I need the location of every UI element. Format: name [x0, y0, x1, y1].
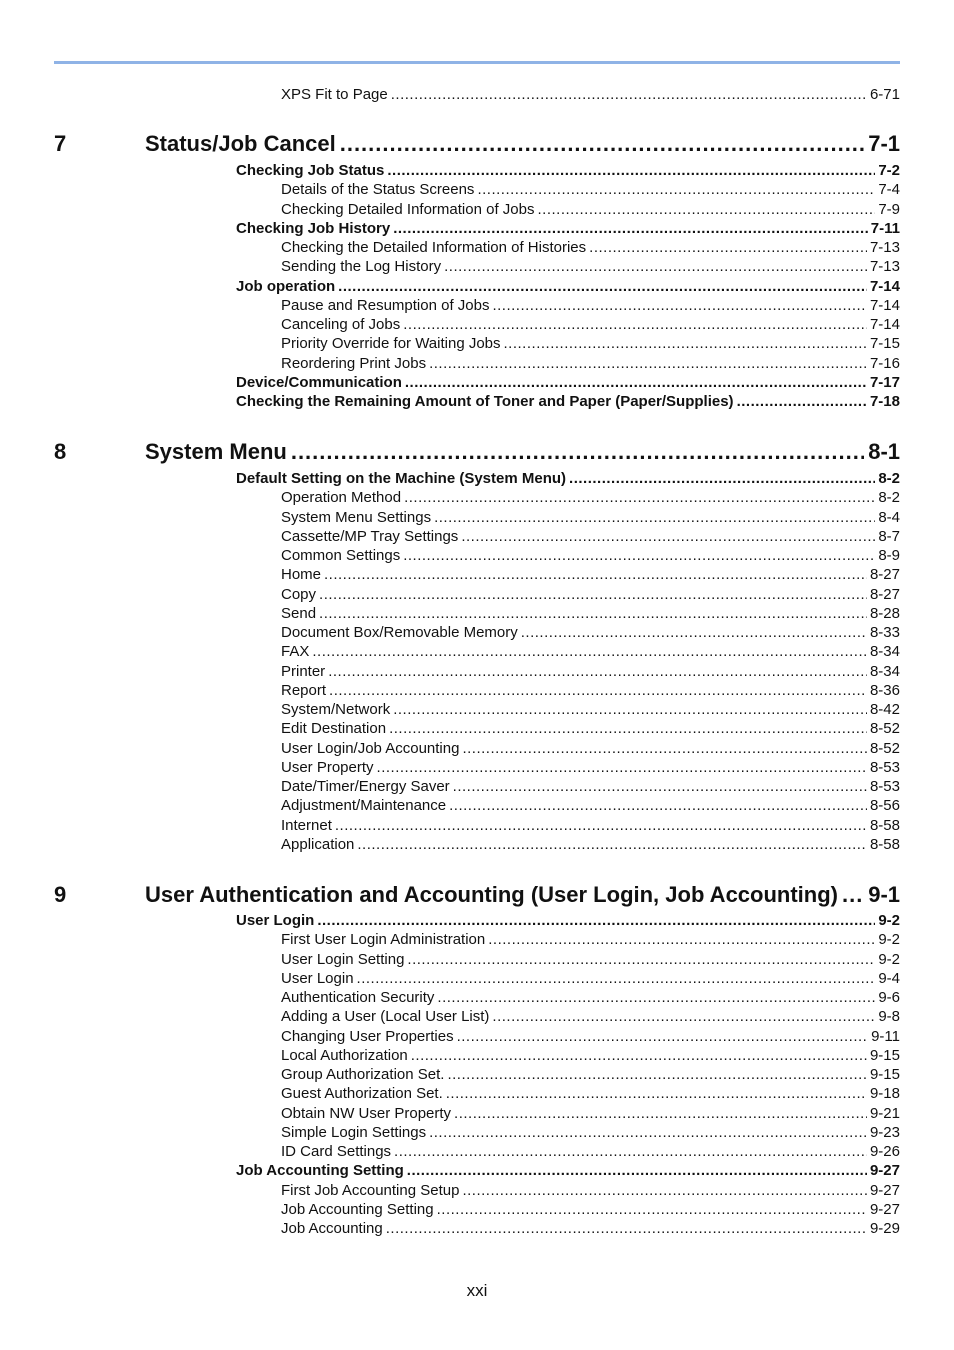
entry-title: User Login/Job Accounting: [281, 740, 460, 757]
entry-title: Common Settings: [281, 547, 401, 564]
entry-title: Checking Job Status: [236, 162, 385, 179]
toc-subentry[interactable]: [281, 624, 900, 641]
toc-subentry[interactable]: [281, 335, 900, 352]
dot-leader: [457, 1028, 868, 1045]
dot-leader: [521, 624, 867, 641]
toc-subentry[interactable]: [281, 258, 900, 275]
entry-page: 8-2: [878, 470, 900, 487]
entry-page: 7-13: [869, 239, 900, 256]
dot-leader: [404, 489, 875, 506]
toc-subentry[interactable]: [281, 740, 900, 757]
entry-title: Sending the Log History: [281, 258, 442, 275]
entry-page: 7-16: [869, 355, 900, 372]
toc-subentry[interactable]: [281, 605, 900, 622]
entry-title: Guest Authorization Set.: [281, 1085, 443, 1102]
toc-section-entry[interactable]: [236, 470, 900, 487]
chapter-heading[interactable]: [145, 439, 900, 465]
entry-title: Adjustment/Maintenance: [281, 797, 447, 814]
dot-leader: [319, 605, 867, 622]
entry-title: Document Box/Removable Memory: [281, 624, 518, 641]
entry-title: Job Accounting Setting: [281, 1201, 434, 1218]
entry-title: Obtain NW User Property: [281, 1105, 452, 1122]
entry-page: 9-27: [869, 1201, 900, 1218]
toc-section-entry[interactable]: [236, 1162, 900, 1179]
dot-leader: [462, 1182, 867, 1199]
dot-leader: [449, 797, 867, 814]
entry-title: Report: [281, 682, 327, 699]
entry-title: Copy: [281, 586, 317, 603]
entry-title: ID Card Settings: [281, 1143, 392, 1160]
toc-subentry[interactable]: [281, 201, 900, 218]
chapter-number: 7: [54, 131, 67, 156]
toc-subentry[interactable]: [281, 297, 900, 314]
toc-section-entry[interactable]: [236, 393, 900, 410]
toc-subentry[interactable]: [281, 566, 900, 583]
entry-title: Checking the Detailed Information of Histories: [281, 239, 587, 256]
entry-title: Application: [281, 836, 355, 853]
dot-leader: [319, 586, 867, 603]
entry-title: XPS Fit to Page: [281, 86, 388, 103]
toc-subentry[interactable]: [281, 759, 900, 776]
entry-page: 7-13: [869, 258, 900, 275]
entry-page: 9-4: [878, 970, 900, 987]
entry-title: Default Setting on the Machine (System Menu): [236, 470, 567, 487]
dot-leader: [335, 817, 867, 834]
toc-subentry[interactable]: [281, 663, 900, 680]
entry-title: Priority Override for Waiting Jobs: [281, 335, 501, 352]
toc-subentry[interactable]: [281, 489, 900, 506]
toc-subentry[interactable]: [281, 181, 900, 198]
toc-subentry[interactable]: [281, 1028, 900, 1045]
chapter-heading[interactable]: [145, 882, 900, 908]
entry-page: 7-17: [869, 374, 900, 391]
entry-page: 8-53: [869, 759, 900, 776]
entry-title: Operation Method: [281, 489, 402, 506]
dot-leader: [407, 951, 875, 968]
entry-title: Edit Destination: [281, 720, 387, 737]
toc-entry-xps-fit-to-page[interactable]: [281, 86, 900, 103]
entry-title: Internet: [281, 817, 332, 834]
entry-page: 7-15: [869, 335, 900, 352]
dot-leader: [477, 181, 875, 198]
entry-title: Checking Job History: [236, 220, 391, 237]
entry-page: 7-18: [869, 393, 900, 410]
dot-leader: [429, 355, 867, 372]
toc-subentry[interactable]: [281, 778, 900, 795]
dot-leader: [462, 740, 867, 757]
entry-page: 7-14: [869, 278, 900, 295]
dot-leader: [393, 701, 867, 718]
entry-page: 8-52: [869, 720, 900, 737]
toc-subentry[interactable]: [281, 701, 900, 718]
toc-section-entry[interactable]: [236, 220, 900, 237]
chapter-title: Status/Job Cancel: [145, 131, 336, 156]
toc-subentry[interactable]: [281, 355, 900, 372]
entry-page: 8-56: [869, 797, 900, 814]
entry-page: 8-27: [869, 586, 900, 603]
dot-leader: [328, 663, 867, 680]
entry-title: Home: [281, 566, 322, 583]
entry-page: 8-58: [869, 836, 900, 853]
entry-page: 9-23: [869, 1124, 900, 1141]
chapter-number: 8: [54, 439, 67, 464]
entry-page: 7-14: [869, 297, 900, 314]
dot-leader: [338, 278, 867, 295]
toc-subentry[interactable]: [281, 989, 900, 1006]
entry-page: 8-33: [869, 624, 900, 641]
entry-title: User Property: [281, 759, 374, 776]
toc-subentry[interactable]: [281, 1047, 900, 1064]
toc-subentry[interactable]: [281, 931, 900, 948]
chapter-title: System Menu: [145, 439, 287, 464]
dot-leader: [569, 470, 875, 487]
entry-page: 7-4: [878, 181, 900, 198]
toc-section-entry[interactable]: [236, 278, 900, 295]
dot-leader: [357, 970, 876, 987]
entry-page: 8-34: [869, 643, 900, 660]
entry-page: 9-21: [869, 1105, 900, 1122]
dot-leader: [447, 1066, 867, 1083]
dot-leader: [454, 1105, 867, 1122]
entry-page: 8-7: [878, 528, 900, 545]
toc-section-entry[interactable]: [236, 162, 900, 179]
toc-section-entry[interactable]: [236, 374, 900, 391]
entry-page: 8-52: [869, 740, 900, 757]
entry-title: System Menu Settings: [281, 509, 432, 526]
entry-title: Group Authorization Set.: [281, 1066, 445, 1083]
entry-title: Device/Communication: [236, 374, 402, 391]
toc-subentry[interactable]: [281, 797, 900, 814]
toc-subentry[interactable]: [281, 316, 900, 333]
entry-title: First User Login Administration: [281, 931, 486, 948]
entry-title: System/Network: [281, 701, 391, 718]
header-rule: [54, 61, 900, 64]
chapter-number: 9: [54, 882, 67, 907]
entry-page: 7-11: [870, 220, 900, 237]
dot-leader: [407, 1162, 867, 1179]
toc-subentry[interactable]: [281, 1085, 900, 1102]
entry-page: 9-2: [878, 912, 900, 929]
dot-leader: [446, 1085, 867, 1102]
entry-page: 9-8: [878, 1008, 900, 1025]
entry-page: 9-27: [869, 1182, 900, 1199]
dot-leader: [391, 86, 867, 103]
toc-subentry[interactable]: [281, 951, 900, 968]
toc-subentry[interactable]: [281, 1008, 900, 1025]
dot-leader: [589, 239, 867, 256]
dot-leader: [434, 509, 875, 526]
dot-leader: [437, 1201, 867, 1218]
entry-page: 9-18: [869, 1085, 900, 1102]
toc-subentry[interactable]: [281, 239, 900, 256]
toc-subentry[interactable]: [281, 836, 900, 853]
dot-leader: [387, 162, 875, 179]
entry-page: 8-42: [869, 701, 900, 718]
dot-leader: [386, 1220, 867, 1237]
entry-page: 8-9: [878, 547, 900, 564]
dot-leader: [317, 912, 875, 929]
entry-title: Send: [281, 605, 317, 622]
entry-title: Job Accounting Setting: [236, 1162, 404, 1179]
entry-title: Printer: [281, 663, 326, 680]
toc-subentry[interactable]: [281, 1182, 900, 1199]
dot-leader: [329, 682, 867, 699]
dot-leader: [537, 201, 875, 218]
entry-page: 9-6: [878, 989, 900, 1006]
dot-leader: [312, 643, 867, 660]
dot-leader: [403, 547, 875, 564]
toc-subentry[interactable]: [281, 528, 900, 545]
toc-subentry[interactable]: [281, 720, 900, 737]
chapter-heading[interactable]: [145, 131, 900, 157]
entry-page: 9-15: [869, 1047, 900, 1064]
entry-page: 9-26: [869, 1143, 900, 1160]
dot-leader: [492, 297, 867, 314]
entry-title: Reordering Print Jobs: [281, 355, 427, 372]
dot-leader: [492, 1008, 875, 1025]
chapter-page: 8-1: [868, 439, 900, 464]
entry-title: Job operation: [236, 278, 336, 295]
entry-page: 9-29: [869, 1220, 900, 1237]
dot-leader: [488, 931, 875, 948]
dot-leader: [394, 1143, 867, 1160]
entry-page: 8-34: [869, 663, 900, 680]
dot-leader: [377, 759, 867, 776]
chapter-page: 9-1: [868, 882, 900, 907]
chapter-page: 7-1: [868, 131, 900, 156]
dot-leader: [403, 316, 867, 333]
entry-page: 8-4: [878, 509, 900, 526]
entry-page: 7-9: [878, 201, 900, 218]
entry-title: User Login: [281, 970, 354, 987]
entry-title: Changing User Properties: [281, 1028, 454, 1045]
entry-title: Authentication Security: [281, 989, 435, 1006]
toc-subentry[interactable]: [281, 970, 900, 987]
page-number: xxi: [466, 1281, 488, 1300]
dot-leader: [842, 882, 864, 908]
chapter-title: User Authentication and Accounting (User Login, Job Accounting): [145, 882, 838, 907]
entry-page: 8-28: [869, 605, 900, 622]
entry-page: 6-71: [869, 86, 900, 103]
toc-subentry[interactable]: [281, 586, 900, 603]
entry-title: FAX: [281, 643, 310, 660]
toc-subentry[interactable]: [281, 682, 900, 699]
toc-subentry[interactable]: [281, 1066, 900, 1083]
dot-leader: [324, 566, 867, 583]
toc-section-entry[interactable]: [236, 912, 900, 929]
toc-subentry[interactable]: [281, 1201, 900, 1218]
dot-leader: [504, 335, 867, 352]
entry-title: Checking Detailed Information of Jobs: [281, 201, 535, 218]
entry-page: 8-53: [869, 778, 900, 795]
entry-title: User Login: [236, 912, 315, 929]
entry-page: 8-36: [869, 682, 900, 699]
dot-leader: [411, 1047, 867, 1064]
dot-leader: [453, 778, 867, 795]
dot-leader: [357, 836, 867, 853]
entry-page: 9-27: [869, 1162, 900, 1179]
toc-subentry[interactable]: [281, 1124, 900, 1141]
toc-subentry[interactable]: [281, 1143, 900, 1160]
dot-leader: [291, 439, 864, 465]
dot-leader: [405, 374, 867, 391]
entry-title: Adding a User (Local User List): [281, 1008, 490, 1025]
dot-leader: [444, 258, 867, 275]
entry-title: Details of the Status Screens: [281, 181, 475, 198]
toc-subentry[interactable]: [281, 1220, 900, 1237]
entry-page: 8-58: [869, 817, 900, 834]
entry-title: Pause and Resumption of Jobs: [281, 297, 490, 314]
dot-leader: [437, 989, 875, 1006]
entry-page: 9-15: [869, 1066, 900, 1083]
entry-title: Checking the Remaining Amount of Toner and Paper (Paper/Supplies): [236, 393, 734, 410]
dot-leader: [461, 528, 875, 545]
entry-page: 7-14: [869, 316, 900, 333]
entry-title: User Login Setting: [281, 951, 405, 968]
toc-subentry[interactable]: [281, 817, 900, 834]
entry-page: 9-11: [871, 1028, 900, 1045]
dot-leader: [340, 131, 864, 157]
entry-title: Cassette/MP Tray Settings: [281, 528, 459, 545]
entry-title: Local Authorization: [281, 1047, 408, 1064]
toc-subentry[interactable]: [281, 547, 900, 564]
entry-page: 8-2: [878, 489, 900, 506]
entry-page: 9-2: [878, 951, 900, 968]
dot-leader: [393, 220, 868, 237]
dot-leader: [737, 393, 867, 410]
entry-title: First Job Accounting Setup: [281, 1182, 460, 1199]
toc-subentry[interactable]: [281, 643, 900, 660]
dot-leader: [429, 1124, 867, 1141]
entry-page: 8-27: [869, 566, 900, 583]
entry-title: Canceling of Jobs: [281, 316, 401, 333]
toc-subentry[interactable]: [281, 1105, 900, 1122]
entry-title: Simple Login Settings: [281, 1124, 427, 1141]
toc-subentry[interactable]: [281, 509, 900, 526]
dot-leader: [389, 720, 867, 737]
entry-page: 7-2: [878, 162, 900, 179]
entry-title: Date/Timer/Energy Saver: [281, 778, 450, 795]
entry-page: 9-2: [878, 931, 900, 948]
entry-title: Job Accounting: [281, 1220, 383, 1237]
